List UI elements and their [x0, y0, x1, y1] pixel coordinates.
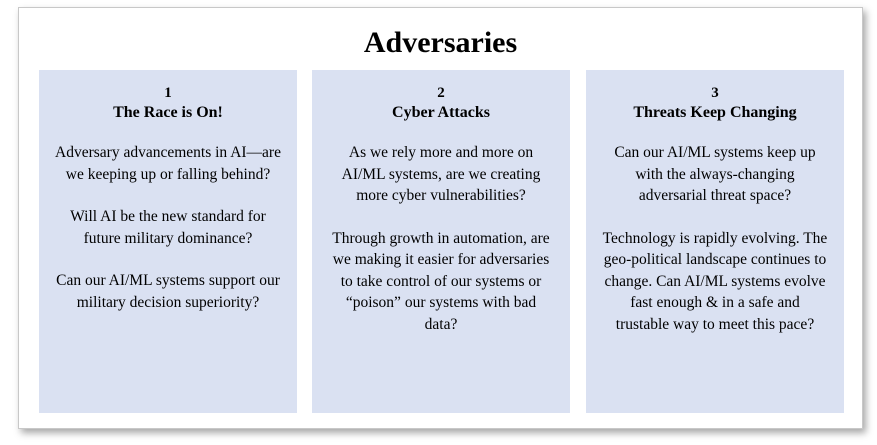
column-paragraph: Through growth in automation, are we making it easier for adversaries to take control of our systems or “poison” our systems with bad data? [332, 229, 550, 333]
column-cyber-attacks [312, 70, 570, 413]
column-paragraph: As we rely more and more on AI/ML systems, are we creating more cyber vulnerabilities? [341, 144, 541, 204]
column-number: 3 [711, 85, 719, 101]
column-heading: Cyber Attacks [392, 104, 490, 121]
column-paragraph: Technology is rapidly evolving. The geo-political landscape continues to change. Can AI/ML systems evolve fast enough & in a safe and trustable way to meet this pace? [602, 229, 828, 333]
column-number: 1 [164, 85, 172, 101]
column-heading: Threats Keep Changing [633, 104, 797, 121]
column-paragraph: Can our AI/ML systems support our military decision superiority? [56, 272, 280, 311]
slide-frame [18, 7, 863, 429]
column-paragraph: Can our AI/ML systems keep up with the always-changing adversarial threat space? [614, 144, 816, 204]
column-threats-keep-changing [586, 70, 844, 413]
column-number: 2 [437, 85, 445, 101]
page-title: Adversaries [363, 26, 518, 59]
column-paragraph: Adversary advancements in AI—are we keeping up or falling behind? [55, 144, 281, 183]
column-paragraph: Will AI be the new standard for future military dominance? [70, 208, 266, 247]
column-heading: The Race is On! [113, 104, 223, 121]
column-race-is-on [39, 70, 297, 413]
